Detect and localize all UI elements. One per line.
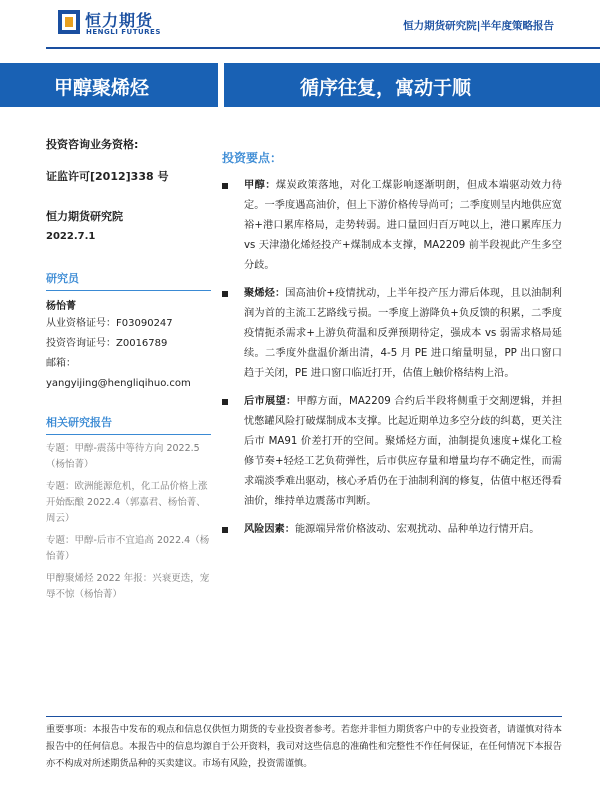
company-logo [58, 8, 178, 40]
title-banner [0, 63, 600, 107]
qualification-label: 投资咨询业务资格: [46, 138, 139, 151]
report-title: 循序往复，寓动于顺 [300, 77, 472, 99]
banner-divider [218, 63, 224, 107]
point-text: 煤炭政策落地，对化工煤影响逐渐明朗，但成本端驱动效力待定。一季度遇高油价，但上下游价格传导尚可；二季度则呈内地供应宽裕+港口累库格局，走势转弱。进口量回归百万吨以上，港口累库压力 vs 天津渤化烯烃投产+煤制成本支撑，MA2209 前半段视此产生多空分歧。 [244, 180, 562, 271]
practice-cert: 从业资格证号：F03090247 [46, 318, 173, 329]
license-number: 证监许可[2012]338 号 [46, 170, 169, 183]
report-type-label: 恒力期货研究院|半年度策略报告 [403, 20, 554, 32]
key-point-methanol [222, 176, 562, 276]
logo-icon [58, 10, 80, 34]
header-divider [46, 47, 600, 49]
point-label: 聚烯烃： [244, 288, 286, 299]
logo-en-text: HENGLI FUTURES [86, 28, 161, 36]
researcher-section-title: 研究员 [46, 270, 211, 291]
sidebar [46, 138, 211, 603]
key-points-title: 投资要点： [222, 151, 283, 165]
bullet-icon [222, 399, 228, 405]
page-header [0, 0, 600, 50]
consult-cert: 投资咨询证号：Z0016789 [46, 338, 168, 349]
related-report-item[interactable]: 甲醇聚烯烃 2022 年报：兴衰更迭，宠辱不惊（杨怡菁） [46, 573, 210, 600]
email-link[interactable]: yangyijing@hengliqihuo.com [46, 378, 191, 389]
disclaimer: 重要事项：本报告中发布的观点和信息仅供恒力期货的专业投资者参考。若您并非恒力期货客户中的专业投资者，请谨慎对待本报告中的任何信息。本报告中的信息均源自于公开资料，我司对这些信息的准确性和完整性不作任何保证，在任何情况下本报告亦不构成对所述期货品种的买卖建议。市场有风险，投资需谨慎。 [46, 716, 562, 772]
related-report-item[interactable]: 专题：甲醇-震荡中等待方向 2022.5（杨怡菁） [46, 443, 200, 470]
related-report-item[interactable]: 专题：欧洲能源危机，化工品价格上涨开始酝酿 2022.4（郭嘉君、杨怡菁、周云） [46, 481, 208, 524]
bullet-icon [222, 291, 228, 297]
key-point-polyolefin [222, 284, 562, 384]
email-label: 邮箱： [46, 358, 76, 369]
point-label: 后市展望： [244, 396, 297, 407]
related-report-item[interactable]: 专题：甲醇-后市不宜追高 2022.4（杨怡菁） [46, 535, 210, 562]
key-point-outlook [222, 392, 562, 512]
point-label: 甲醇： [244, 180, 276, 191]
bullet-icon [222, 183, 228, 189]
institute-name: 恒力期货研究院 [46, 210, 123, 223]
bullet-icon [222, 527, 228, 533]
related-reports-title: 相关研究报告 [46, 414, 211, 435]
point-label: 风险因素： [244, 524, 295, 535]
logo-cn-text: 恒力期货 [85, 11, 154, 30]
report-category: 甲醇聚烯烃 [54, 77, 150, 99]
researcher-name: 杨怡菁 [46, 301, 76, 312]
key-point-risk [222, 520, 562, 540]
point-text: 能源端异常价格波动、宏观扰动、品种单边行情开启。 [294, 524, 540, 535]
main-content [222, 149, 562, 548]
point-text: 国高油价+疫情扰动，上半年投产压力滞后体现，且以油制利润为首的主流工艺路线亏损。一季度上游降负+负反馈的积累，二季度疫情扼杀需求+上游负荷温和反弹预期待定，强成本 vs 弱需求格局延续。二季度外盘温价渐出清，4-5 月 PE 进口缩量明显，PP 出口窗口趋于关闭，PE 进口窗口临近打开，估值上触价格结构上沿。 [244, 288, 562, 379]
point-text: 甲醇方面，MA2209 合约后半段将侧重于交割逻辑，并担忧憋罐风险打破煤制成本支撑。比起近期单边多空分歧的纠葛，更关注后市 MA91 价差打开的空间。聚烯烃方面，油制提负速度+煤化工检修节奏+轻烃工艺负荷弹性，后市供应存量和增量均存不确定性，而需求端淡季难出驱动，核心矛盾仍在于油制利润的修复，估值中枢还得看油价，维持单边震荡市判断。 [244, 396, 563, 507]
report-date: 2022.7.1 [46, 231, 96, 242]
